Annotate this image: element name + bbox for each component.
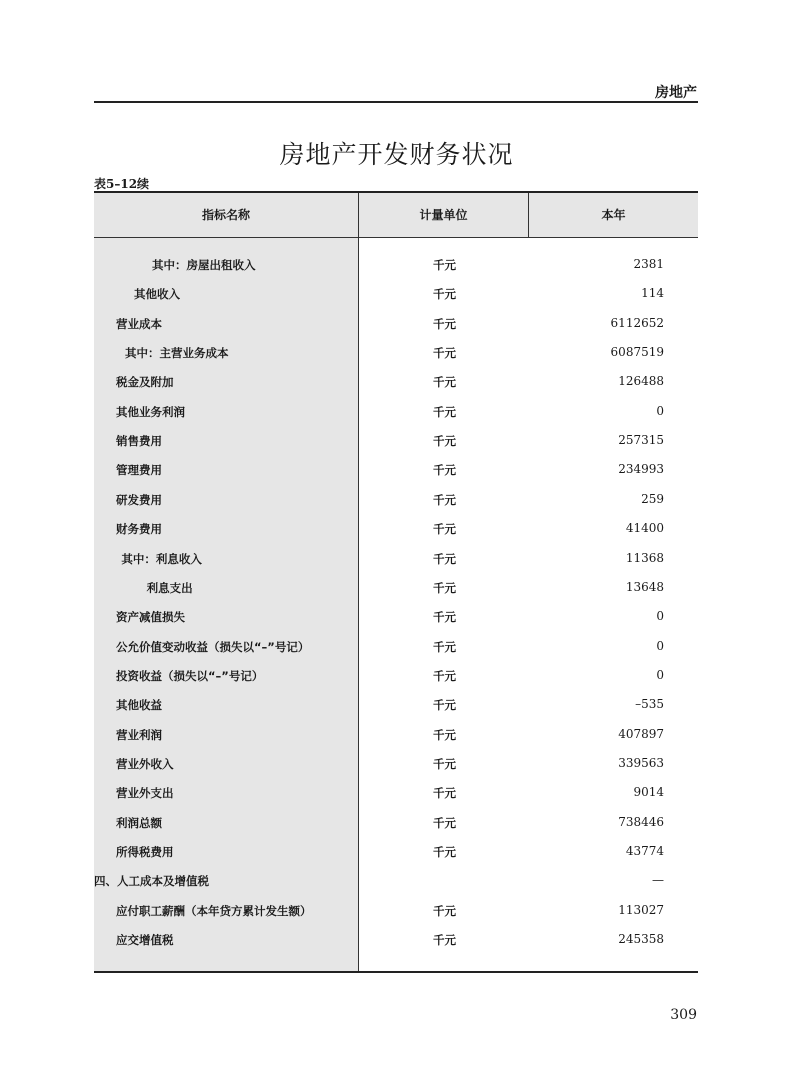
row-value: 0 [656,403,664,418]
row-unit: 千元 [433,287,456,302]
table-row [94,515,698,544]
page-number: 309 [670,1007,697,1023]
table-row [94,721,698,750]
table-row [94,691,698,720]
row-name: 利息支出 [146,580,193,595]
table-row [94,574,698,603]
table-row [94,750,698,779]
row-value: 0 [656,667,664,682]
row-name: 营业利润 [116,727,162,742]
row-value: 339563 [618,755,664,770]
row-value: 6087519 [610,345,664,360]
row-name: 利润总额 [116,815,162,830]
table-row [94,486,698,515]
row-unit: 千元 [433,463,456,478]
table-header-rule [94,237,698,238]
table-row [94,603,698,632]
table-row [94,398,698,427]
row-name: 其他业务利润 [116,404,185,419]
row-unit: 千元 [433,492,456,507]
row-unit: 千元 [433,346,456,361]
table-row [94,545,698,574]
row-unit: 千元 [433,698,456,713]
row-value: 113027 [618,902,664,917]
table-row [94,809,698,838]
row-name: 应交增值税 [116,933,174,948]
table-bottom-rule [94,971,698,973]
table-row [94,867,698,896]
table-row [94,662,698,691]
row-unit: 千元 [433,845,456,859]
table-row [94,897,698,926]
column-header-name: 指标名称 [201,208,250,222]
row-value: 13648 [625,579,664,594]
row-name: 所得税费用 [116,845,174,859]
row-name: 应付职工薪酬（本年贷方累计发生额） [116,903,312,918]
table-row [94,310,698,339]
row-unit: 千元 [433,434,456,449]
row-name: 销售费用 [116,434,162,449]
row-unit: 千元 [433,258,456,272]
row-name: 其中：利息收入 [121,551,202,566]
row-value: 257315 [618,433,664,448]
row-name: 税金及附加 [116,375,174,390]
row-name: 其他收益 [116,698,162,713]
row-unit: 千元 [433,727,456,742]
row-unit: 千元 [433,551,456,566]
table-id: 表5–12续 [94,177,150,191]
row-name: 营业外支出 [116,786,174,801]
row-value: 0 [656,609,664,624]
row-value: 407897 [618,726,664,741]
row-unit: 千元 [433,933,456,948]
row-unit: 千元 [433,903,456,918]
row-value: 9014 [633,785,664,800]
row-name: 其他收入 [134,287,180,302]
row-name: 营业成本 [116,316,162,331]
row-unit: 千元 [433,815,456,830]
row-name: 其中：主营业务成本 [125,346,229,361]
row-name: 管理费用 [116,463,162,478]
table-row [94,280,698,309]
row-unit: 千元 [433,522,456,537]
section-tag: 房地产 [655,85,697,101]
row-value: 11368 [625,550,664,565]
row-name: 财务费用 [116,522,162,537]
table-row [94,926,698,955]
row-value: 6112652 [610,315,664,330]
row-unit: 千元 [433,756,456,771]
row-unit: 千元 [433,316,456,331]
column-header-unit: 计量单位 [419,208,468,222]
header-rule [94,101,698,103]
page-title: 房地产开发财务状况 [279,140,514,169]
table-row [94,779,698,808]
column-header-value: 本年 [601,208,626,222]
row-value: 41400 [625,521,664,536]
row-value: 114 [641,286,664,301]
row-value: 738446 [618,814,664,829]
data-table [94,191,698,973]
table-row [94,368,698,397]
row-value: 245358 [618,932,664,947]
row-value: 2381 [633,257,664,271]
row-value: –535 [635,697,664,712]
row-unit: 千元 [433,580,456,595]
table-row [94,456,698,485]
row-value: 43774 [625,844,664,858]
row-name: 四、人工成本及增值税 [94,874,209,889]
table-row [94,838,698,867]
table-row [94,633,698,662]
row-unit: 千元 [433,639,456,654]
row-name: 投资收益（损失以“–”号记） [116,668,264,683]
row-value: 126488 [618,374,664,389]
row-unit: 千元 [433,404,456,419]
row-name: 资产减值损失 [116,610,185,625]
row-unit: 千元 [433,786,456,801]
row-value: 259 [641,491,664,506]
row-value: — [652,873,664,888]
table-row [94,427,698,456]
row-value: 0 [656,638,664,653]
row-name: 公允价值变动收益（损失以“–”号记） [116,639,310,654]
row-name: 研发费用 [116,492,162,507]
row-unit: 千元 [433,668,456,683]
table-row [94,339,698,368]
row-name: 营业外收入 [116,756,174,771]
row-unit: 千元 [433,610,456,625]
row-name: 其中：房屋出租收入 [152,258,256,272]
row-unit: 千元 [433,375,456,390]
row-value: 234993 [618,462,664,477]
table-row [94,251,698,280]
